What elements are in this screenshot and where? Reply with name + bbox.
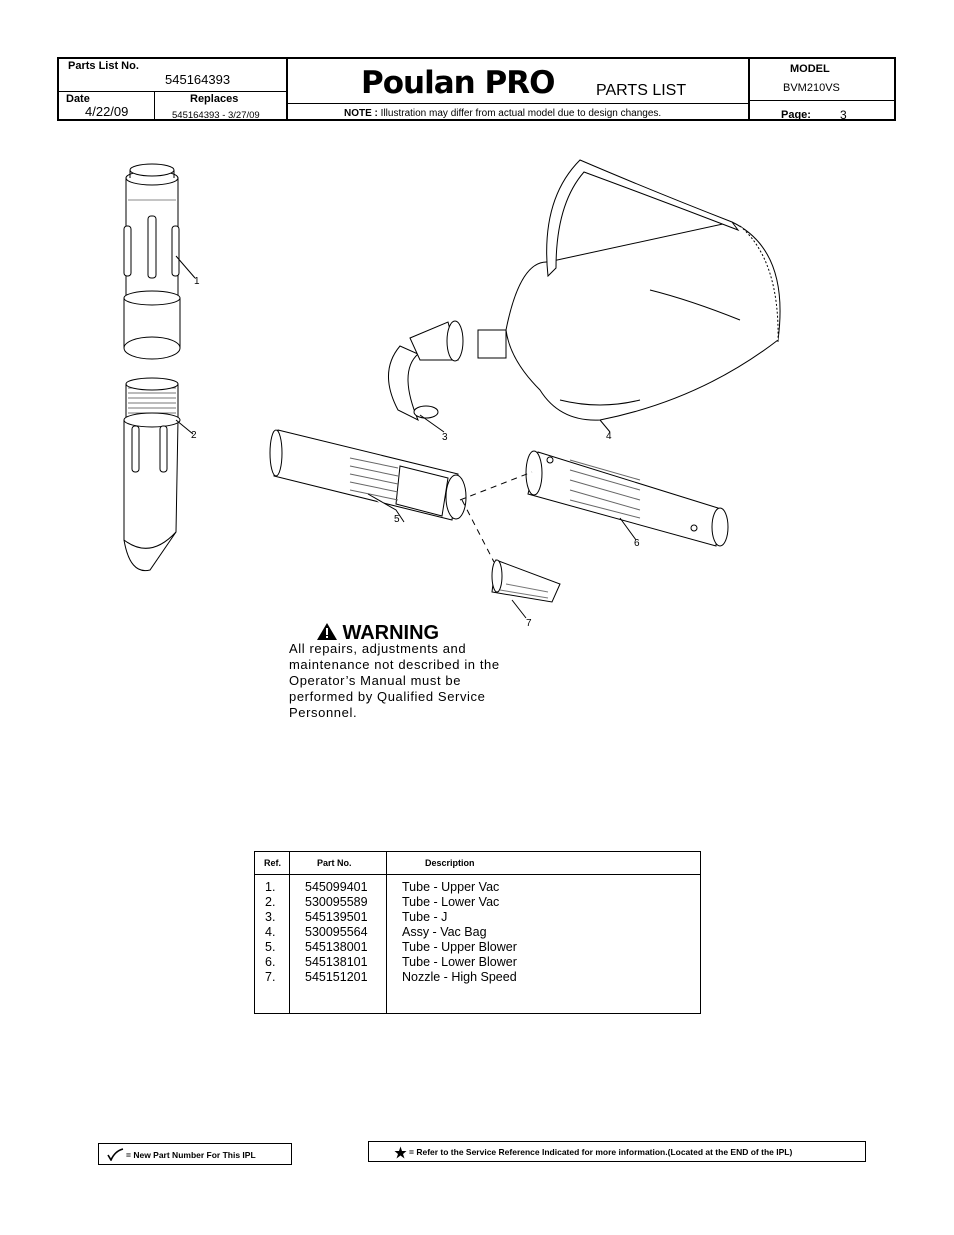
legend-new-part <box>98 1143 292 1165</box>
tube-upper-vac-drawing <box>124 164 195 359</box>
callout-4: 4 <box>606 431 612 442</box>
row-description: Tube - Upper Vac <box>402 880 500 894</box>
row-part-no: 530095564 <box>305 925 368 939</box>
tube-upper-blower-drawing <box>270 430 466 522</box>
row-ref: 2. <box>265 895 276 909</box>
note-label: NOTE : <box>344 108 378 119</box>
row-ref: 7. <box>265 970 276 984</box>
legend-service-ref-text: = Refer to the Service Reference Indicated for more information.(Located at the END of the IPL) <box>409 1147 793 1157</box>
row-description: Tube - Lower Blower <box>402 955 517 969</box>
page-number: 3 <box>840 108 847 122</box>
parts-list-no: 545164393 <box>165 72 231 87</box>
parts-list-title: PARTS LIST <box>596 82 687 99</box>
col-header-ref: Ref. <box>264 858 282 868</box>
row-ref: 4. <box>265 925 276 939</box>
row-ref: 6. <box>265 955 276 969</box>
row-ref: 1. <box>265 880 276 894</box>
row-description: Tube - Upper Blower <box>402 940 517 954</box>
replaces-value: 545164393 - 3/27/09 <box>172 110 260 121</box>
row-description: Assy - Vac Bag <box>402 925 487 939</box>
table-header-divider <box>255 874 700 875</box>
tube-lower-vac-drawing <box>124 378 193 571</box>
table-row <box>255 925 700 940</box>
tube-lower-blower-drawing <box>526 451 728 546</box>
warning-title: WARNING <box>342 622 440 644</box>
row-part-no: 545139501 <box>305 910 368 924</box>
row-description: Nozzle - High Speed <box>402 970 517 984</box>
row-ref: 5. <box>265 940 276 954</box>
row-part-no: 530095589 <box>305 895 368 909</box>
row-ref: 3. <box>265 910 276 924</box>
col-header-description: Description <box>425 858 475 868</box>
row-part-no: 545138001 <box>305 940 368 954</box>
row-part-no: 545151201 <box>305 970 368 984</box>
date-value: 4/22/09 <box>85 104 129 119</box>
legend-service-ref <box>368 1141 866 1162</box>
date-label: Date <box>66 93 90 105</box>
callout-7: 7 <box>526 618 532 629</box>
star-icon <box>394 1146 407 1159</box>
callout-5: 5 <box>394 514 400 525</box>
nozzle-drawing <box>492 560 560 618</box>
vac-bag-drawing <box>478 160 780 432</box>
table-row <box>255 970 700 985</box>
callout-1: 1 <box>194 276 200 287</box>
row-part-no: 545138101 <box>305 955 368 969</box>
tube-j-drawing <box>388 321 463 432</box>
page-label: Page: <box>781 109 811 121</box>
table-row <box>255 895 700 910</box>
col-header-part-no: Part No. <box>317 858 352 868</box>
warning-text: All repairs, adjustments and maintenance not described in the Operator’s Manual must be performed by Qualified Service Personnel. <box>289 641 500 720</box>
parts-table <box>254 851 701 1014</box>
callout-6: 6 <box>634 538 640 549</box>
table-row <box>255 880 700 895</box>
replaces-label: Replaces <box>190 93 239 105</box>
table-row <box>255 955 700 970</box>
table-row <box>255 910 700 925</box>
checkmark-icon <box>106 1148 124 1161</box>
brand-logo: Poulan PRO <box>361 65 555 101</box>
parts-list-no-label: Parts List No. <box>68 60 139 72</box>
callout-2: 2 <box>191 430 197 441</box>
row-description: Tube - J <box>402 910 448 924</box>
callout-3: 3 <box>442 432 448 443</box>
note-text: Illustration may differ from actual model due to design changes. <box>380 108 662 119</box>
row-part-no: 545099401 <box>305 880 368 894</box>
warning-triangle-icon <box>316 622 338 641</box>
model-value: BVM210VS <box>783 82 840 94</box>
table-body <box>255 880 700 985</box>
legend-new-part-text: = New Part Number For This IPL <box>126 1150 256 1160</box>
table-row <box>255 940 700 955</box>
row-description: Tube - Lower Vac <box>402 895 500 909</box>
model-label: MODEL <box>790 63 830 75</box>
